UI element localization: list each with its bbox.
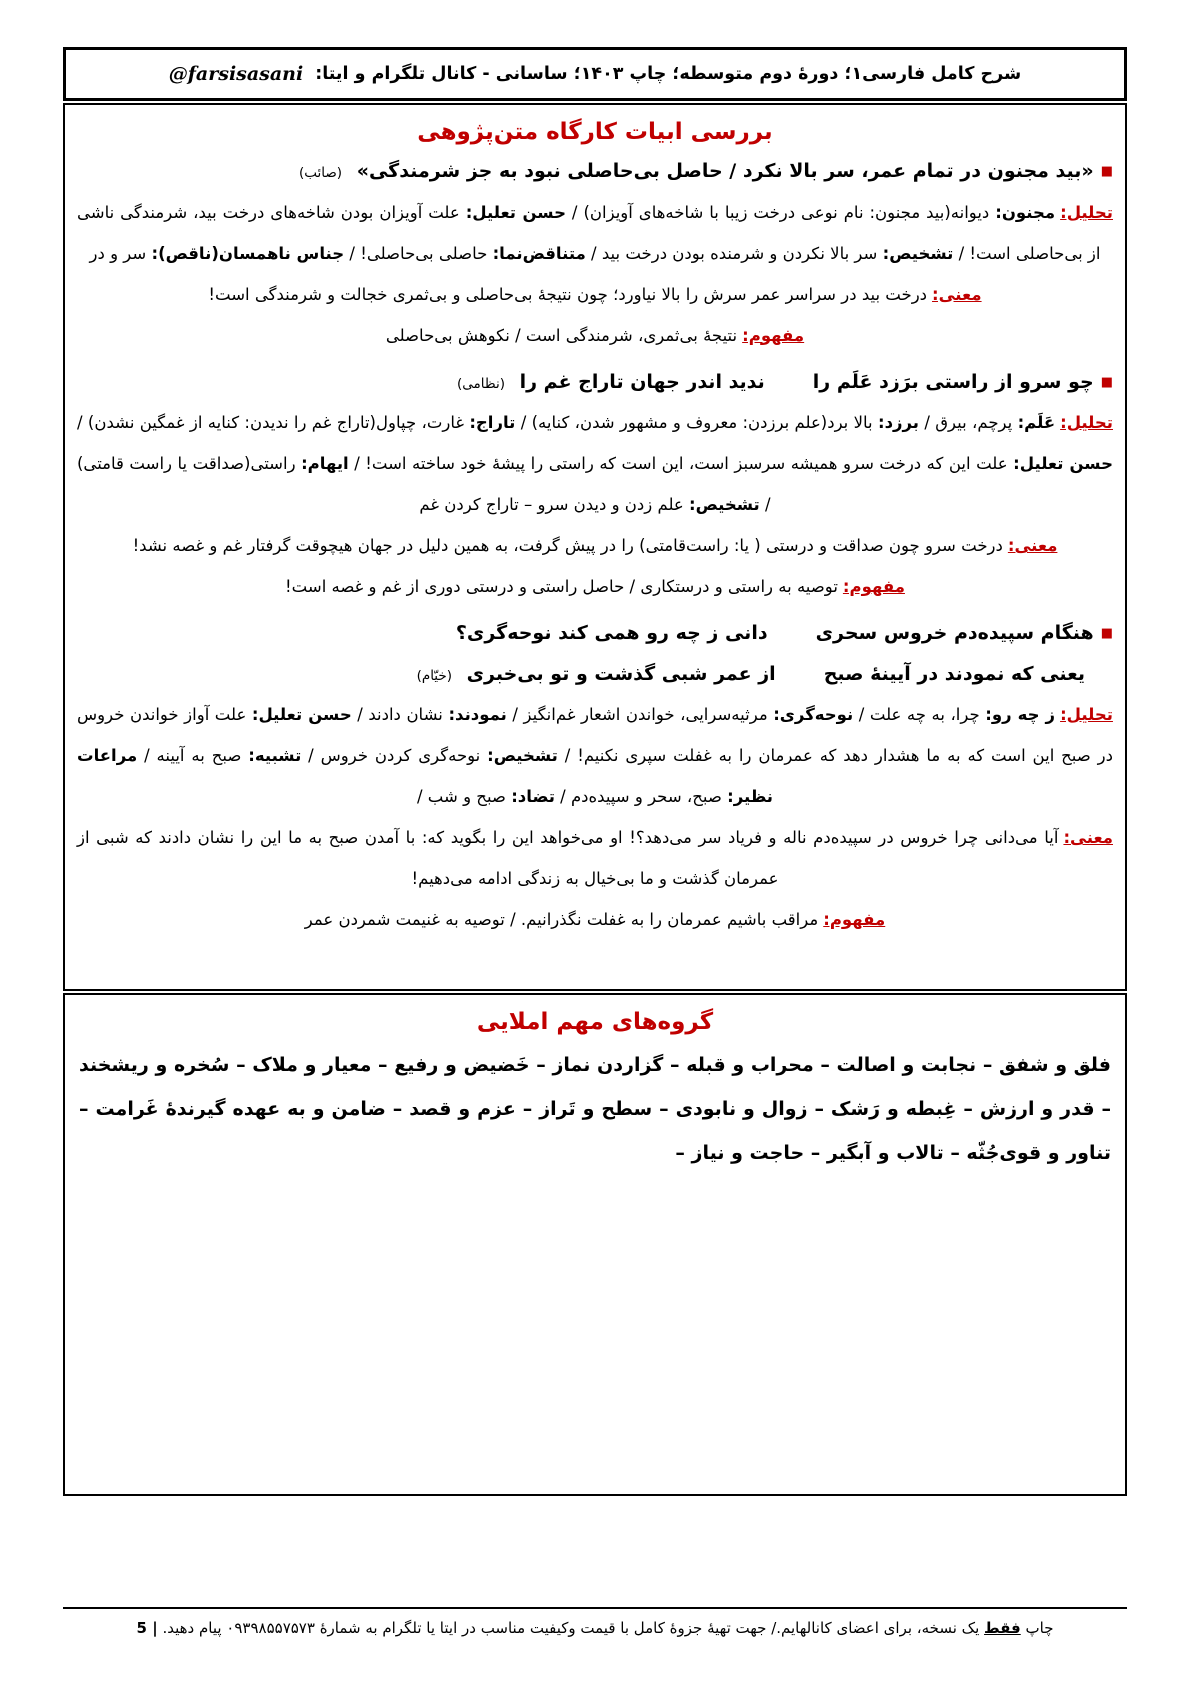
meaning-3 <box>77 817 1113 899</box>
verse-1-poet: (صائب) <box>298 165 343 181</box>
meaning-1 <box>77 274 1113 315</box>
meaning-3-text: آیا می‌دانی چرا خروس در سپیده‌دم ناله و فریاد سر می‌دهد؟! او می‌خواهد این را بگوید که: با آمدن صبح به ما این را نشان دادند که شبی از عمرمان گذشت و ما بی‌خیال به زندگی ادامه می‌دهیم! <box>77 828 1059 888</box>
verse-1-text: «بید مجنون در تمام عمر، سر بالا نکرد / حاصل بی‌حاصلی نبود به جز شرمندگی» <box>356 160 1094 182</box>
verse-3-line-2 <box>77 660 1113 689</box>
meaning-label: معنی: <box>1007 536 1058 555</box>
verse-3-poet: (خیّام) <box>416 667 452 684</box>
concept-1-text: نتیجهٔ بی‌ثمری، شرمندگی است / نکوهش بی‌حاصلی <box>385 325 738 345</box>
square-bullet-icon: ■ <box>1100 626 1113 641</box>
header-banner <box>63 47 1127 101</box>
verse-2 <box>77 368 1113 397</box>
concept-label: مفهوم: <box>742 325 805 345</box>
analysis-3-text: ز چه رو: چرا، به چه علت / نوحه‌گری: مرثیه‌سرایی، خواندن اشعار غم‌انگیز / نمودند: نشان دادند / حسن تعلیل: علت آواز خواندن خروس در صبح این است که به ما هشدار دهد که عمرمان را به غفلت سپری نکنیم! / تشخیص: نوحه‌گری کردن خروس / تشبیه: صبح به آیینه / مراعات نظیر: صبح، سحر و سپیده‌دم / تضاد: صبح و شب / <box>77 705 1114 806</box>
meaning-label: معنی: <box>1063 828 1113 847</box>
meaning-2-text: درخت سرو چون صداقت و درستی ( یا: راست‌قامتی) را در پیش گرفت، به همین دلیل در جهان هیچوقت گرفتار غم و غصه نشد! <box>132 536 1003 555</box>
verse-3-hemistich-3: یعنی که نمودند در آیینهٔ صبح <box>823 662 1085 685</box>
workshop-section <box>63 103 1127 991</box>
analysis-label: تحلیل: <box>1060 202 1113 222</box>
telegram-handle[interactable]: @farsisasani <box>168 63 304 85</box>
verse-2-hemistich-2: ندید اندر جهان تاراج غم را <box>519 370 765 393</box>
verse-2-poet: (نظامی) <box>457 375 505 392</box>
analysis-1-text: مجنون: دیوانه(بید مجنون: نام نوعی درخت زیبا با شاخه‌های آویزان) / حسن تعلیل: علت آویزان بودن شاخه‌های درخت بید، شرمندگی ناشی از بی‌حاصلی است! / تشخیص: سر بالا نکردن و شرمنده بودن درخت بید / متناقض‌نما: حاصلی بی‌حاصلی! / جناس ناهمسان(ناقص): سر و در <box>77 202 1101 263</box>
concept-1 <box>77 315 1113 356</box>
verse-3-hemistich-1: هنگام سپیده‌دم خروس سحری <box>815 622 1094 644</box>
square-bullet-icon: ■ <box>1100 164 1113 179</box>
meaning-label: معنی: <box>932 284 982 304</box>
concept-3-text: مراقب باشیم عمرمان را به غفلت نگذرانیم. / توصیه به غنیمت شمردن عمر <box>304 910 819 929</box>
concept-3 <box>77 899 1113 940</box>
verse-1 <box>77 157 1113 186</box>
analysis-label: تحلیل: <box>1060 413 1113 432</box>
verse-3-line-1 <box>77 619 1113 648</box>
verse-2-hemistich-1: چو سرو از راستی برَزد عَلَم را <box>812 370 1094 393</box>
concept-label: مفهوم: <box>823 910 886 929</box>
spelling-section <box>63 993 1127 1496</box>
concept-2 <box>77 566 1113 607</box>
workshop-title: بررسی ابیات کارگاه متن‌پژوهی <box>417 119 773 145</box>
verse-3-hemistich-4: از عمر شبی گذشت و تو بی‌خبری <box>466 662 776 685</box>
meaning-2 <box>77 525 1113 566</box>
analysis-2 <box>77 402 1113 525</box>
square-bullet-icon: ■ <box>1100 374 1113 390</box>
footer-note <box>63 1616 1127 1640</box>
spelling-title: گروه‌های مهم املایی <box>476 1009 714 1035</box>
spelling-groups-text: فلق و شفق – نجابت و اصالت – محراب و قبله – گزاردن نماز – خَضیض و رفیع – معیار و ملاک – سُخره و ریشخند – قدر و ارزش – غِبطه و رَشک – زوال و نابودی – سطح و تَراز – عزم و قصد – ضامن و به عهده گیرندهٔ غَرامت – تناور و قوی‌جُثّه – تالاب و آبگیر – حاجت و نیاز – <box>79 1054 1111 1164</box>
analysis-1 <box>77 192 1113 274</box>
analysis-label: تحلیل: <box>1060 705 1113 724</box>
concept-label: مفهوم: <box>842 577 905 596</box>
concept-2-text: توصیه به راستی و درستکاری / حاصل راستی و درستی دوری از غم و غصه است! <box>285 577 838 596</box>
analysis-3 <box>77 694 1113 817</box>
footer-text: چاپ فقط یک نسخه، برای اعضای کانالهایم./ جهت تهیهٔ جزوهٔ کامل با قیمت وکیفیت مناسب در ایتا یا تلگرام به شمارهٔ ۰۹۳۹۸۵۵۷۵۷۳ پیام دهید. | 5 <box>136 1619 1054 1637</box>
meaning-1-text: درخت بید در سراسر عمر سرش را بالا نیاورد؛ چون نتیجهٔ بی‌حاصلی و بی‌ثمری خجالت و شرمندگی است! <box>208 284 928 304</box>
analysis-2-text: عَلَم: پرچم، بیرق / برزد: بالا برد(علم برزدن: معروف و مشهور شدن، کنایه) / تاراج: غارت، چپاول(تاراج غم را ندیدن: کنایه از غمگین نشدن) / حسن تعلیل: علت این که درخت سرو همیشه سرسبز است، این است که راستی را پیشهٔ خود ساخته است! / ایهام: راستی(صداقت یا راست قامتی) / تشخیص: علم زدن و دیدن سرو – تاراج کردن غم <box>77 413 1113 514</box>
footer-divider <box>63 1607 1127 1609</box>
header-title: شرح کامل فارسی۱؛ دورهٔ دوم متوسطه؛ چاپ ۱۴۰۳؛ ساسانی - کانال تلگرام و ایتا: <box>315 64 1022 84</box>
verse-3-hemistich-2: دانی ز چه رو همی کند نوحه‌گری؟ <box>455 622 768 644</box>
